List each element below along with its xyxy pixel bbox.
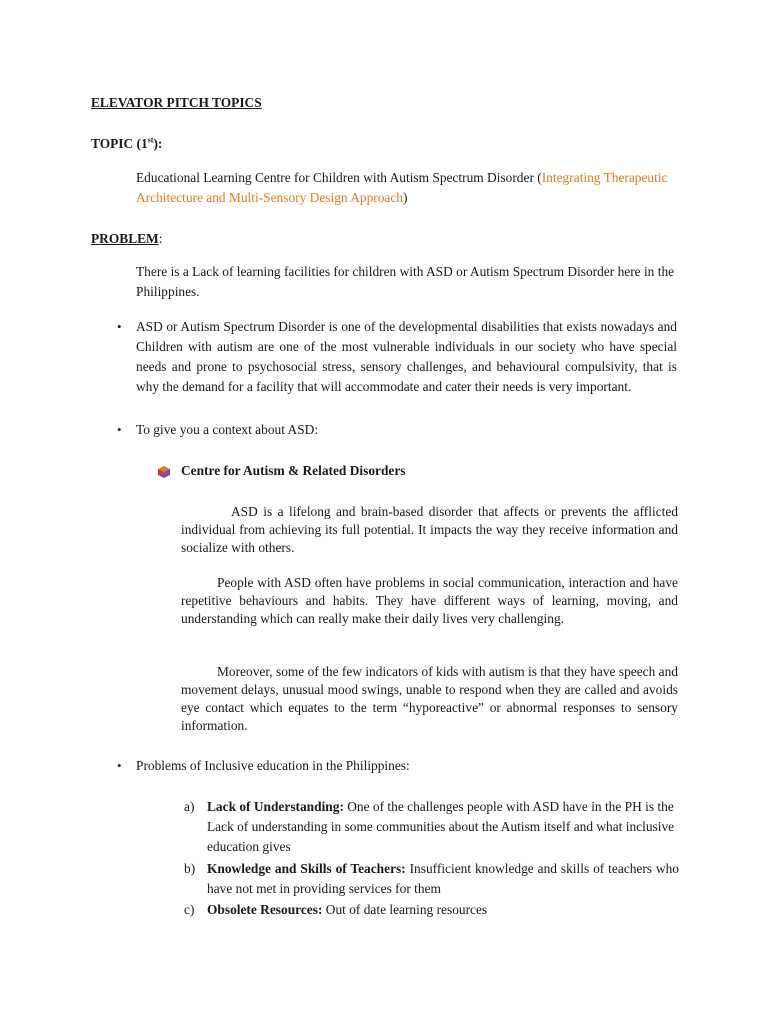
topic-text xyxy=(136,168,676,208)
list-item-text: One of the challenges people with ASD have in the PH is the Lack of understanding in some communities about the Autism itself and what inclusive education gives xyxy=(207,799,675,854)
paragraph-asd-indicators: Moreover, some of the few indicators of kids with autism is that they have speech and movement delays, unusual mood swings, unable to respond when they are called and avoids eye contact which equates to the term “hyporeactive” or abnormal responses to sensory information. xyxy=(181,664,678,733)
list-item-term: Lack of Understanding: xyxy=(207,799,344,814)
topic-label-suffix: ): xyxy=(153,136,163,151)
bullet-inclusive-education: Problems of Inclusive education in the Philippines: xyxy=(136,758,410,773)
problem-intro: There is a Lack of learning facilities for children with ASD or Autism Spectrum Disorder here in the Philippines. xyxy=(136,264,675,299)
problem-label xyxy=(91,229,162,249)
bullet-marker: • xyxy=(117,422,122,437)
topic-text-end: ) xyxy=(403,190,408,205)
paragraph-asd-definition: ASD is a lifelong and brain-based disorder that affects or prevents the afflicted individual from achieving its full potential. It impacts the way they receive information and socialize with others. xyxy=(181,504,678,555)
page-title: ELEVATOR PITCH TOPICS xyxy=(91,95,262,110)
list-item-term: Obsolete Resources: xyxy=(207,902,323,917)
list-item-term: Knowledge and Skills of Teachers: xyxy=(207,861,406,876)
list-item xyxy=(207,859,679,899)
subheading-centre: Centre for Autism & Related Disorders xyxy=(181,463,406,478)
topic-label-sup: st xyxy=(147,135,154,145)
topic-highlight: Integrating Therapeutic Architecture and Multi-Sensory Design Approach xyxy=(136,170,668,205)
problem-label-text: PROBLEM xyxy=(91,231,159,246)
list-item xyxy=(207,797,679,857)
list-marker: c) xyxy=(184,902,195,917)
topic-label-prefix: TOPIC (1 xyxy=(91,136,148,151)
bullet-marker: • xyxy=(117,758,122,773)
paragraph-asd-problems: People with ASD often have problems in social communication, interaction and have repetitive behaviours and habits. They have different ways of learning, moving, and understanding which can really make their daily lives very challenging. xyxy=(181,575,678,626)
list-marker: a) xyxy=(184,799,195,814)
bullet-asd-description: ASD or Autism Spectrum Disorder is one of the developmental disabilities that exists nowadays and Children with autism are one of the most vulnerable individuals in our society who have special needs and prone to psychosocial stress, sensory challenges, and behavioural compulsivity, that is why the demand for a facility that will accommodate and cater their needs is very important. xyxy=(136,319,677,394)
bullet-marker: • xyxy=(117,319,122,334)
problem-label-colon: : xyxy=(158,231,163,246)
arrow-bullet-icon xyxy=(158,466,170,478)
topic-text-main: Educational Learning Centre for Children with Autism Spectrum Disorder ( xyxy=(136,170,542,185)
topic-label xyxy=(91,134,162,154)
list-item-text: Insufficient knowledge and skills of teachers who have not met in providing services for them xyxy=(207,861,679,896)
list-marker: b) xyxy=(184,861,196,876)
list-item xyxy=(207,900,679,920)
bullet-context: To give you a context about ASD: xyxy=(136,422,319,437)
list-item-text: Out of date learning resources xyxy=(322,902,488,917)
